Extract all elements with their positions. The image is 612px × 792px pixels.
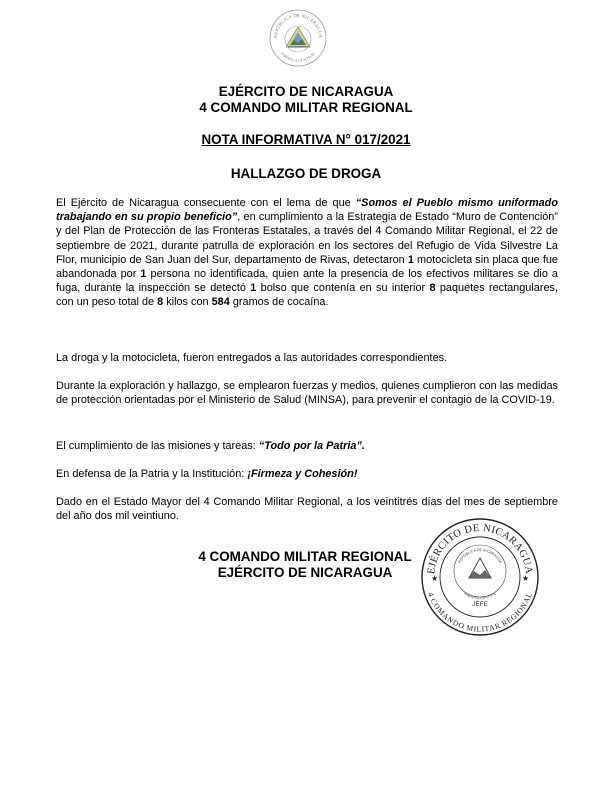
p1-text-2: , en cumplimiento a la Estrategia de Estado “Muro de Contención” y del Plan de Protección de las Fronteras Estatales, a través del 4 Comando Militar Regional, el 22 de septiembre de 2021, durante patrulla de exploración en los sectores del Refugio de Vida Silvestre La Flor, municipio de San Juan del Sur, departamento de Rivas, detectaron: [56, 211, 558, 266]
paragraph-3: Durante la exploración y hallazgo, se emplearon fuerzas y medios, quienes cumplieron con las medidas de protección orientadas por el Ministerio de Salud (MINSA), para prevenir el contagio de la COVID-19.: [56, 380, 558, 407]
coat-of-arms-icon: [268, 8, 328, 68]
signature-org: EJÉRCITO DE NICARAGUA: [217, 565, 393, 580]
stamp-outer-bottom-text: 4 COMANDO MILITAR REGIONAL: [426, 591, 534, 634]
paragraph-5: [56, 467, 558, 481]
official-stamp-icon: [418, 515, 542, 639]
firmeza-motto: ¡Firmeza y Cohesión!: [247, 468, 358, 480]
bag-count: 1: [250, 282, 257, 295]
p5-text: En defensa de la Patria y la Institución:: [56, 468, 248, 480]
paragraph-6: Dado en el Estado Mayor del 4 Comando Militar Regional, a los veintitrés días del mes de septiembre del año dos mil veintiuno.: [56, 496, 558, 523]
kilos-value: 8: [157, 296, 164, 309]
organization-title: EJÉRCITO DE NICARAGUA: [218, 84, 394, 99]
seal-top-text: REPÚBLICA DE NICARAGUA: [272, 12, 324, 39]
paragraph-2: La droga y la motocicleta, fueron entregados a las autoridades correspondientes.: [56, 352, 448, 364]
subject-title: HALLAZGO DE DROGA: [230, 166, 382, 181]
motorcycle-count: 1: [407, 253, 414, 266]
p4-text: El cumplimiento de las misiones y tareas:: [56, 440, 259, 452]
paragraph-4: [56, 439, 558, 453]
package-count: 8: [429, 282, 436, 295]
p1-text-1: El Ejército de Nicaragua consecuente con el lema de que: [56, 197, 356, 209]
p1-text-7: kilos con: [163, 296, 212, 309]
motto-text: “Somos el Pueblo mismo uniformado trabajando en su propio beneficio”: [56, 197, 558, 224]
stamp-title: JEFE: [472, 601, 488, 608]
p1-text-6: paquetes rectangulares, con un peso total de: [56, 282, 558, 309]
unit-title: 4 COMANDO MILITAR REGIONAL: [199, 100, 413, 115]
p1-text-5: bolso que contenía en su interior: [256, 282, 430, 295]
stamp-inner-bottom-text: AMÉRICA CENTRAL: [463, 591, 497, 601]
stamp-outer-top-text: EJÉRCITO DE NICARAGUA: [426, 522, 535, 575]
seal-bottom-text: AMÉRICA CENTRAL: [279, 50, 317, 64]
svg-text:★: ★: [522, 574, 530, 583]
grams-value: 584: [211, 296, 230, 309]
p1-text-8: gramos de cocaína.: [229, 296, 329, 309]
note-number: NOTA INFORMATIVA N° 017/2021: [201, 132, 411, 147]
p1-text-4: persona no identificada, quien ante la presencia de los efectivos militares se dio a fuga, durante la inspección se detectó: [56, 268, 558, 295]
p1-text-3: motocicleta sin placa que fue abandonada por: [56, 253, 558, 281]
stamp-inner-top-text: REPÚBLICA DE NICARAGUA: [457, 547, 503, 564]
svg-text:AMÉRICA CENTRAL: [463, 591, 497, 600]
signature-unit: 4 COMANDO MILITAR REGIONAL: [198, 549, 412, 564]
svg-text:★: ★: [431, 574, 439, 583]
patria-motto: “Todo por la Patria”.: [258, 440, 365, 452]
person-count: 1: [140, 268, 147, 281]
paragraph-1: [56, 196, 558, 310]
